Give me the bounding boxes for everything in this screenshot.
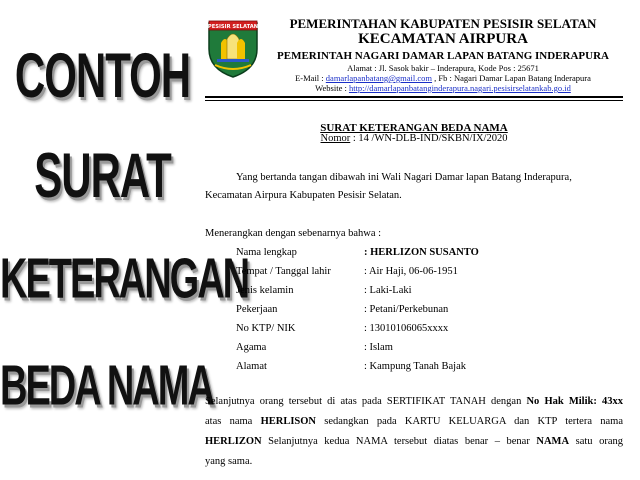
- paragraph-line-1: [205, 392, 623, 412]
- field-label: Agama: [236, 342, 267, 353]
- number-value: : 14 /WN-DLB-IND/SKBN/IX/2020: [350, 133, 508, 144]
- field-row-alamat: [236, 361, 626, 378]
- name-emphasis: NAMA: [536, 436, 570, 447]
- emblem-banner-text: PESISIR SELATAN: [207, 24, 259, 30]
- field-label: No KTP/ NIK: [236, 323, 296, 334]
- fb-value: Nagari Damar Lapan Batang Inderapura: [454, 73, 591, 83]
- header-website: [268, 83, 618, 93]
- field-value: : Laki-Laki: [364, 285, 412, 296]
- paragraph-line-3: [205, 432, 623, 452]
- field-row-nik: [236, 323, 626, 340]
- field-row-agama: [236, 342, 626, 359]
- header-rule-thin: [205, 100, 623, 101]
- field-label: Alamat: [236, 361, 267, 372]
- field-row-ttl: [236, 266, 626, 283]
- email-link[interactable]: damarlapanbatang@gmail.com: [325, 73, 433, 83]
- header-government: PEMERINTAHAN KABUPATEN PESISIR SELATAN: [289, 16, 597, 31]
- number-label: Nomor: [320, 133, 351, 144]
- header-district: KECAMATAN AIRPURA: [358, 31, 528, 47]
- header-rule-thick: [205, 96, 623, 98]
- field-row-jenis-kelamin: [236, 285, 626, 302]
- website-link[interactable]: http://damarlapanbatanginderapura.nagari.pesisirselatankab.go.id: [348, 83, 571, 93]
- email-label: E-Mail :: [295, 73, 326, 83]
- intro-line-2: Kecamatan Airpura Kabupaten Pesisir Selatan.: [205, 190, 402, 201]
- header-address: Alamat : Jl. Sasok bakir – Inderapura, Kode Pos : 25671: [347, 63, 539, 73]
- field-row-pekerjaan: [236, 304, 626, 321]
- field-row-nama: [236, 247, 626, 264]
- field-label: Pekerjaan: [236, 304, 278, 315]
- paragraph-text: Selanjutnya kedua NAMA tersebut diatas benar – benar: [261, 436, 537, 447]
- header-contact: [268, 73, 618, 83]
- field-value: : Kampung Tanah Bajak: [364, 361, 467, 372]
- paragraph-text: satu orang: [569, 436, 623, 447]
- statement-paragraph: [205, 392, 623, 472]
- overlay-word-contoh: CONTOH: [14, 40, 191, 111]
- field-label: Tempat / Tanggal lahir: [236, 266, 331, 277]
- document-title: SURAT KETERANGAN BEDA NAMA: [320, 122, 508, 134]
- fb-label: , Fb :: [432, 73, 455, 83]
- field-value: : Petani/Perkebunan: [364, 304, 449, 315]
- field-value: : Islam: [364, 342, 393, 353]
- hak-milik-number: No Hak Milik: 43xx: [526, 396, 623, 407]
- intro-line-1: Yang bertanda tangan dibawah ini Wali Nagari Damar lapan Batang Inderapura,: [236, 172, 572, 183]
- overlay-word-beda-nama: BEDA NAMA: [0, 355, 213, 418]
- document-number: [205, 133, 623, 144]
- overlay-word-keterangan: KETERANGAN: [0, 248, 249, 311]
- field-label: Nama lengkap: [236, 247, 297, 258]
- website-label: Website :: [315, 83, 349, 93]
- paragraph-line-4: yang sama.: [205, 456, 253, 467]
- paragraph-line-2: [205, 412, 623, 432]
- old-name: HERLISON: [260, 416, 316, 427]
- overlay-word-surat: SURAT: [34, 140, 171, 211]
- field-value: : Air Haji, 06-06-1951: [364, 266, 458, 277]
- field-label: Jenis kelamin: [236, 285, 294, 296]
- intro-line-3: Menerangkan dengan sebenarnya bahwa :: [205, 228, 382, 239]
- field-value: : HERLIZON SUSANTO: [364, 247, 479, 258]
- new-name: HERLIZON: [205, 436, 262, 447]
- header-village: PEMERINTAH NAGARI DAMAR LAPAN BATANG INDERAPURA: [277, 50, 609, 62]
- paragraph-text: atas nama: [205, 416, 261, 427]
- paragraph-text: Selanjutnya orang tersebut di atas pada SERTIFIKAT TANAH dengan: [205, 396, 527, 407]
- paragraph-text: sedangkan pada KARTU KELUARGA dan KTP tertera nama: [316, 416, 623, 427]
- field-value: : 13010106065xxxx: [364, 323, 449, 334]
- regency-emblem-icon: [205, 15, 261, 79]
